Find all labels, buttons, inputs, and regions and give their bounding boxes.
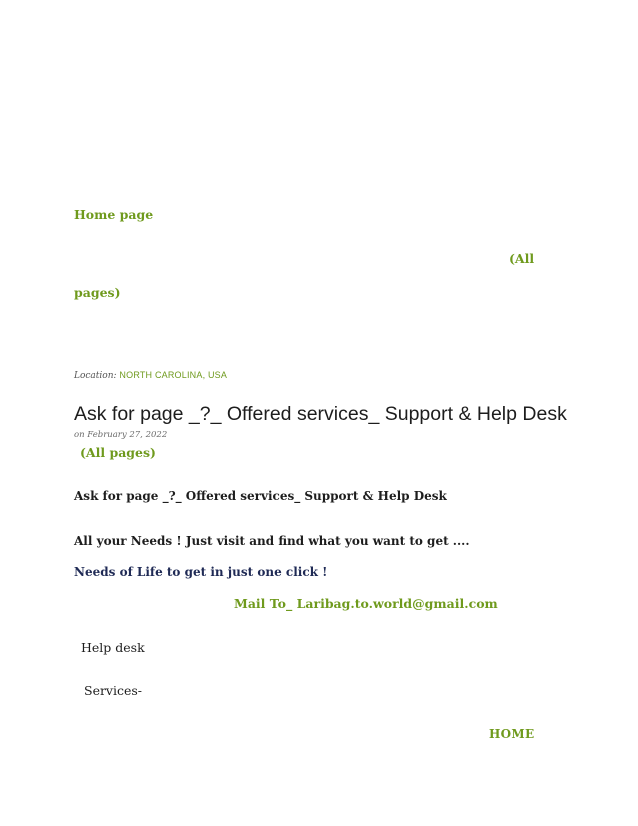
home-page-link[interactable]: Home page [74, 207, 154, 222]
needs-text: All your Needs ! Just visit and find what you want to get .... [74, 534, 470, 548]
post-date: on February 27, 2022 [74, 430, 168, 440]
life-text: Needs of Life to get in just one click ! [74, 565, 328, 579]
location-label: Location: [74, 371, 117, 381]
all-pages-link-part1[interactable]: (All [509, 251, 535, 266]
location-value-link[interactable]: NORTH CAROLINA, USA [119, 370, 228, 380]
help-desk-text: Help desk [81, 640, 145, 655]
body-heading: Ask for page _?_ Offered services_ Support & Help Desk [74, 489, 447, 503]
mail-to-link[interactable]: Mail To_ Laribag.to.world@gmail.com [234, 596, 498, 611]
location-line [74, 370, 227, 381]
home-link[interactable]: HOME [489, 727, 535, 741]
post-title: Ask for page _?_ Offered services_ Support & Help Desk [74, 403, 567, 425]
all-pages-link-part2[interactable]: pages) [74, 285, 121, 300]
services-text: Services- [84, 683, 143, 698]
all-pages-link[interactable]: (All pages) [80, 445, 156, 460]
